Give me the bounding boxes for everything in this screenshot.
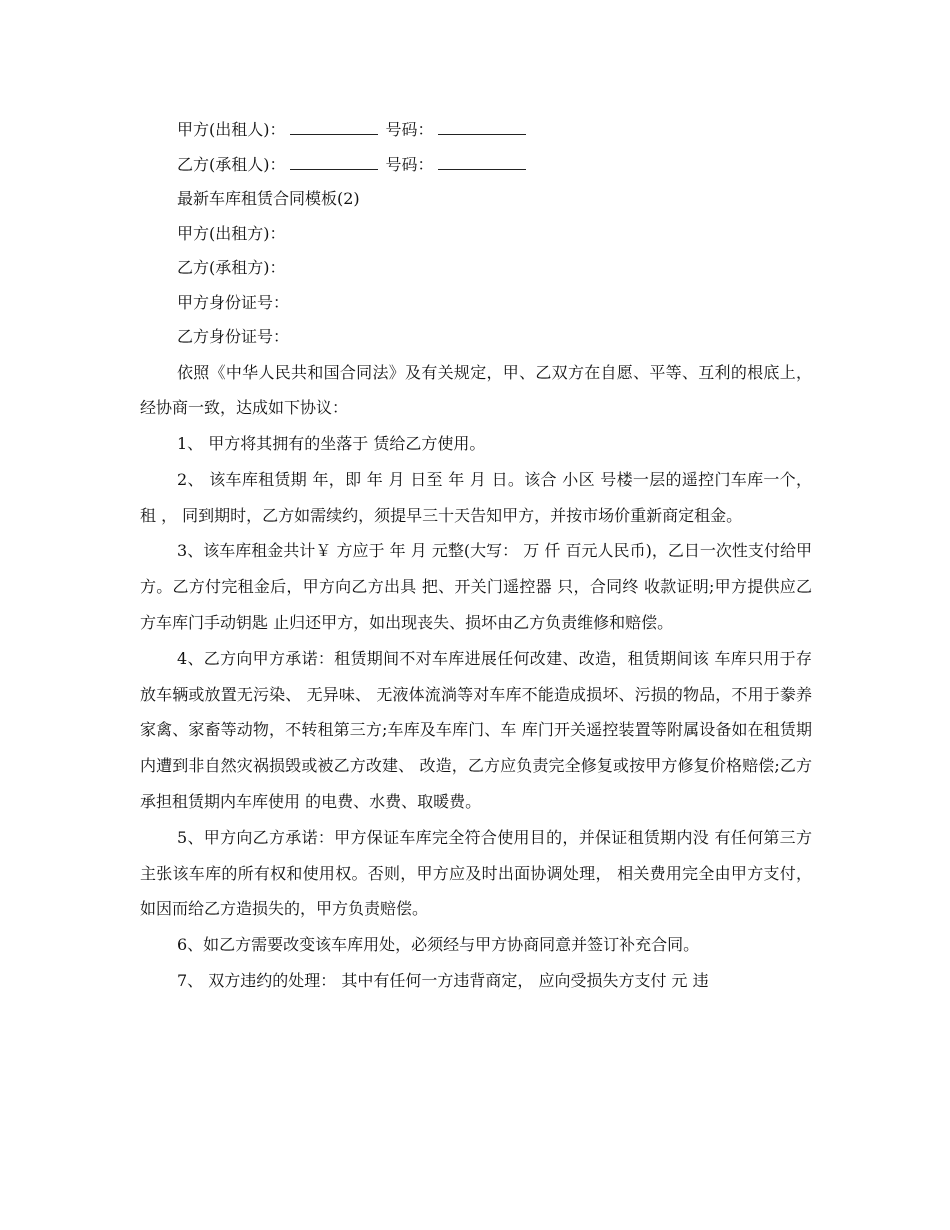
- clause-3-paragraph: 3、该车库租金共计￥ 方应于 年 月 元整(大写： 万 仟 百元人民币)，乙日一次性支付给甲方。乙方付完租金后，甲方向乙方出具 把、开关门遥控器 只，合同终 收款证明;甲方提供应乙方车库门手动钥匙 止归还甲方，如出现丧失、损坏由乙方负责维修和赔偿。: [140, 541, 812, 633]
- party-b-line: 乙方(承租方)：: [177, 258, 286, 277]
- lessee-label: 乙方(承租人)：: [177, 154, 286, 174]
- clause-7-paragraph: 7、 双方违约的处理： 其中有任何一方违背商定， 应向受损失方支付 元 违: [177, 971, 709, 991]
- lessee-name-blank: [290, 155, 378, 170]
- lessor-number-label: 号码：: [385, 120, 434, 139]
- party-a-line: 甲方(出租方)：: [177, 223, 286, 243]
- document-title: 最新车库租赁合同模板(2): [177, 189, 360, 208]
- lessor-number-blank: [438, 120, 526, 135]
- preamble-paragraph: 依照《中华人民共和国合同法》及有关规定，甲、乙双方在自愿、平等、互利的根底上，经协商一致，达成如下协议：: [140, 362, 812, 418]
- clause-4-paragraph: 4、乙方向甲方承诺：租赁期间不对车库进展任何改建、改造，租赁期间该 车库只用于存放车辆或放置无污染、 无异味、 无液体流淌等对车库不能造成损坏、污损的物品，不用于豢养家禽、家畜等动物，不转租第三方;车库及车库门、车 库门开关遥控装置等附属设备如在租赁期内遭到非自然灾祸损毁或被乙方改建、 改造，乙方应负责完全修复或按甲方修复价格赔偿;乙方承担租赁期内车库使用 的电费、水费、取暖费。: [140, 648, 812, 812]
- clause-1-paragraph: 1、 甲方将其拥有的坐落于 赁给乙方使用。: [177, 434, 486, 454]
- lessor-line: [140, 113, 812, 148]
- lessor-name-blank: [290, 120, 378, 135]
- lessee-number-blank: [438, 155, 526, 170]
- clause-2-paragraph: 2、 该车库租赁期 年，即 年 月 日至 年 月 日。该合 小区 号楼一层的遥控门车库一个， 租 ， 同到期时，乙方如需续约，须提早三十天告知甲方，并按市场价重新商定租金。: [140, 469, 812, 525]
- clause-6-paragraph: 6、如乙方需要改变该车库用处，必须经与甲方协商同意并签订补充合同。: [177, 935, 700, 955]
- lessor-label: 甲方(出租人)：: [177, 120, 286, 139]
- document-body: [140, 113, 812, 999]
- party-b-id-line: 乙方身份证号：: [177, 327, 290, 346]
- party-a-id-line: 甲方身份证号：: [177, 292, 290, 312]
- clause-5-paragraph: 5、甲方向乙方承诺：甲方保证车库完全符合使用目的，并保证租赁期内没 有任何第三方主张该车库的所有权和使用权。否则，甲方应及时出面协调处理， 相关费用完全由甲方支付，如因而给乙方造损失的，甲方负责赔偿。: [140, 827, 812, 919]
- lessee-number-label: 号码：: [385, 154, 434, 174]
- lessee-line: [140, 148, 812, 183]
